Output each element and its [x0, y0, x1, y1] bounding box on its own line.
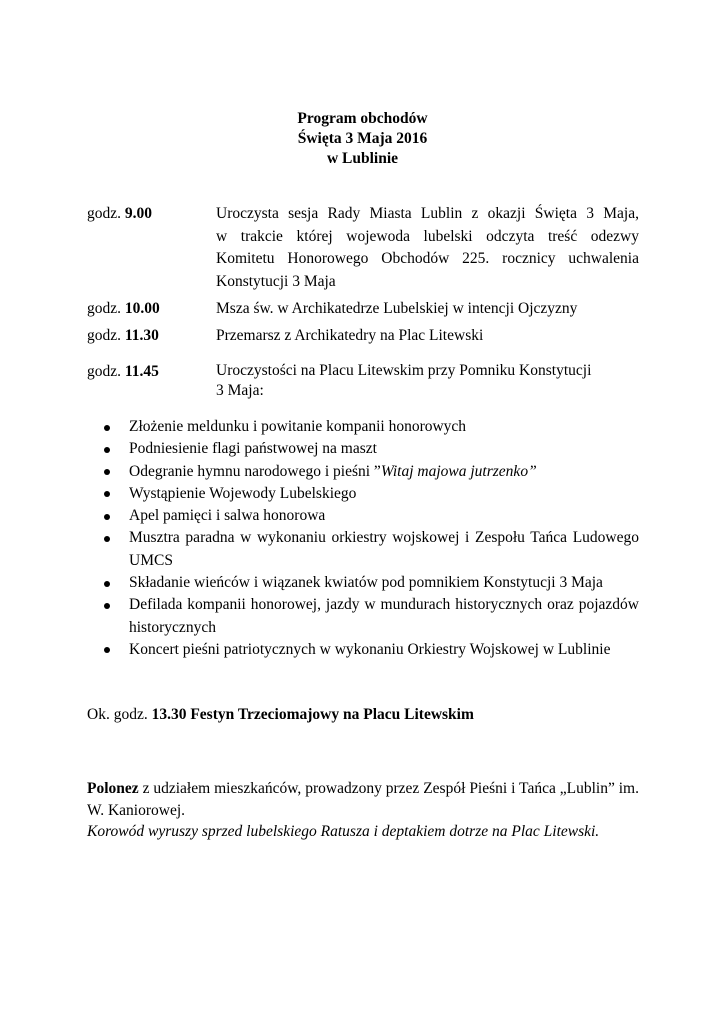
- bullet-icon: [104, 447, 110, 453]
- bullet-icon: [104, 514, 110, 520]
- title-line-3: w Lublinie: [326, 150, 399, 167]
- schedule-description: Uroczystości na Placu Litewskim przy Pomniku Konstytucji 3 Maja:: [216, 362, 592, 399]
- polonez-paragraph: Polonez z udziałem mieszkańców, prowadzony przez Zespół Pieśni i Tańca „Lublin” im. W. Kaniorowej.: [87, 780, 639, 819]
- bullet-icon: [104, 581, 110, 587]
- title-line-2: Święta 3 Maja 2016: [297, 130, 428, 147]
- festyn-line: Ok. godz. 13.30 Festyn Trzeciomajowy na Placu Litewskim: [87, 706, 474, 723]
- korowod-note: Korowód wyruszy sprzed lubelskiego Ratusza i deptakiem dotrze na Plac Litewski.: [87, 823, 600, 840]
- schedule-time: godz. 11.30: [87, 327, 159, 344]
- list-item: Podniesienie flagi państwowej na maszt: [87, 438, 639, 460]
- title-line-1: Program obchodów: [297, 110, 428, 127]
- list-item: Koncert pieśni patriotycznych w wykonaniu Orkiestry Wojskowej w Lublinie: [87, 639, 639, 661]
- document-title: [0, 109, 725, 169]
- list-item: Musztra paradna w wykonaniu orkiestry wojskowej i Zespołu Tańca Ludowego UMCS: [87, 527, 639, 572]
- bullet-icon: [104, 425, 110, 431]
- bullet-icon: [104, 469, 110, 475]
- schedule-description: Msza św. w Archikatedrze Lubelskiej w intencji Ojczyzny: [216, 300, 578, 317]
- schedule-description: Uroczysta sesja Rady Miasta Lublin z okazji Święta 3 Maja, w trakcie której wojewoda lubelski odczyta treść odezwy Komitetu Honorowego Obchodów 225. rocznicy uchwalenia Konstytucji 3 Maja: [216, 205, 639, 290]
- bullet-icon: [104, 491, 110, 497]
- bullet-icon: [104, 536, 110, 542]
- ceremony-list: [87, 416, 639, 661]
- list-item: Złożenie meldunku i powitanie kompanii honorowych: [87, 416, 639, 438]
- list-item: Defilada kompanii honorowej, jazdy w mundurach historycznych oraz pojazdów historycznych: [87, 594, 639, 639]
- schedule-time: godz. 9.00: [87, 205, 153, 222]
- schedule-time: godz. 10.00: [87, 300, 160, 317]
- bullet-icon: [104, 647, 110, 653]
- list-item: Składanie wieńców i wiązanek kwiatów pod pomnikiem Konstytucji 3 Maja: [87, 572, 639, 594]
- bullet-icon: [104, 603, 110, 609]
- list-item: Apel pamięci i salwa honorowa: [87, 505, 639, 527]
- schedule-time: godz. 11.45: [87, 363, 159, 380]
- list-item: Odegranie hymnu narodowego i pieśni ”Witaj majowa jutrzenko”: [87, 461, 639, 483]
- schedule-description: Przemarsz z Archikatedry na Plac Litewski: [216, 327, 484, 344]
- list-item: Wystąpienie Wojewody Lubelskiego: [87, 483, 639, 505]
